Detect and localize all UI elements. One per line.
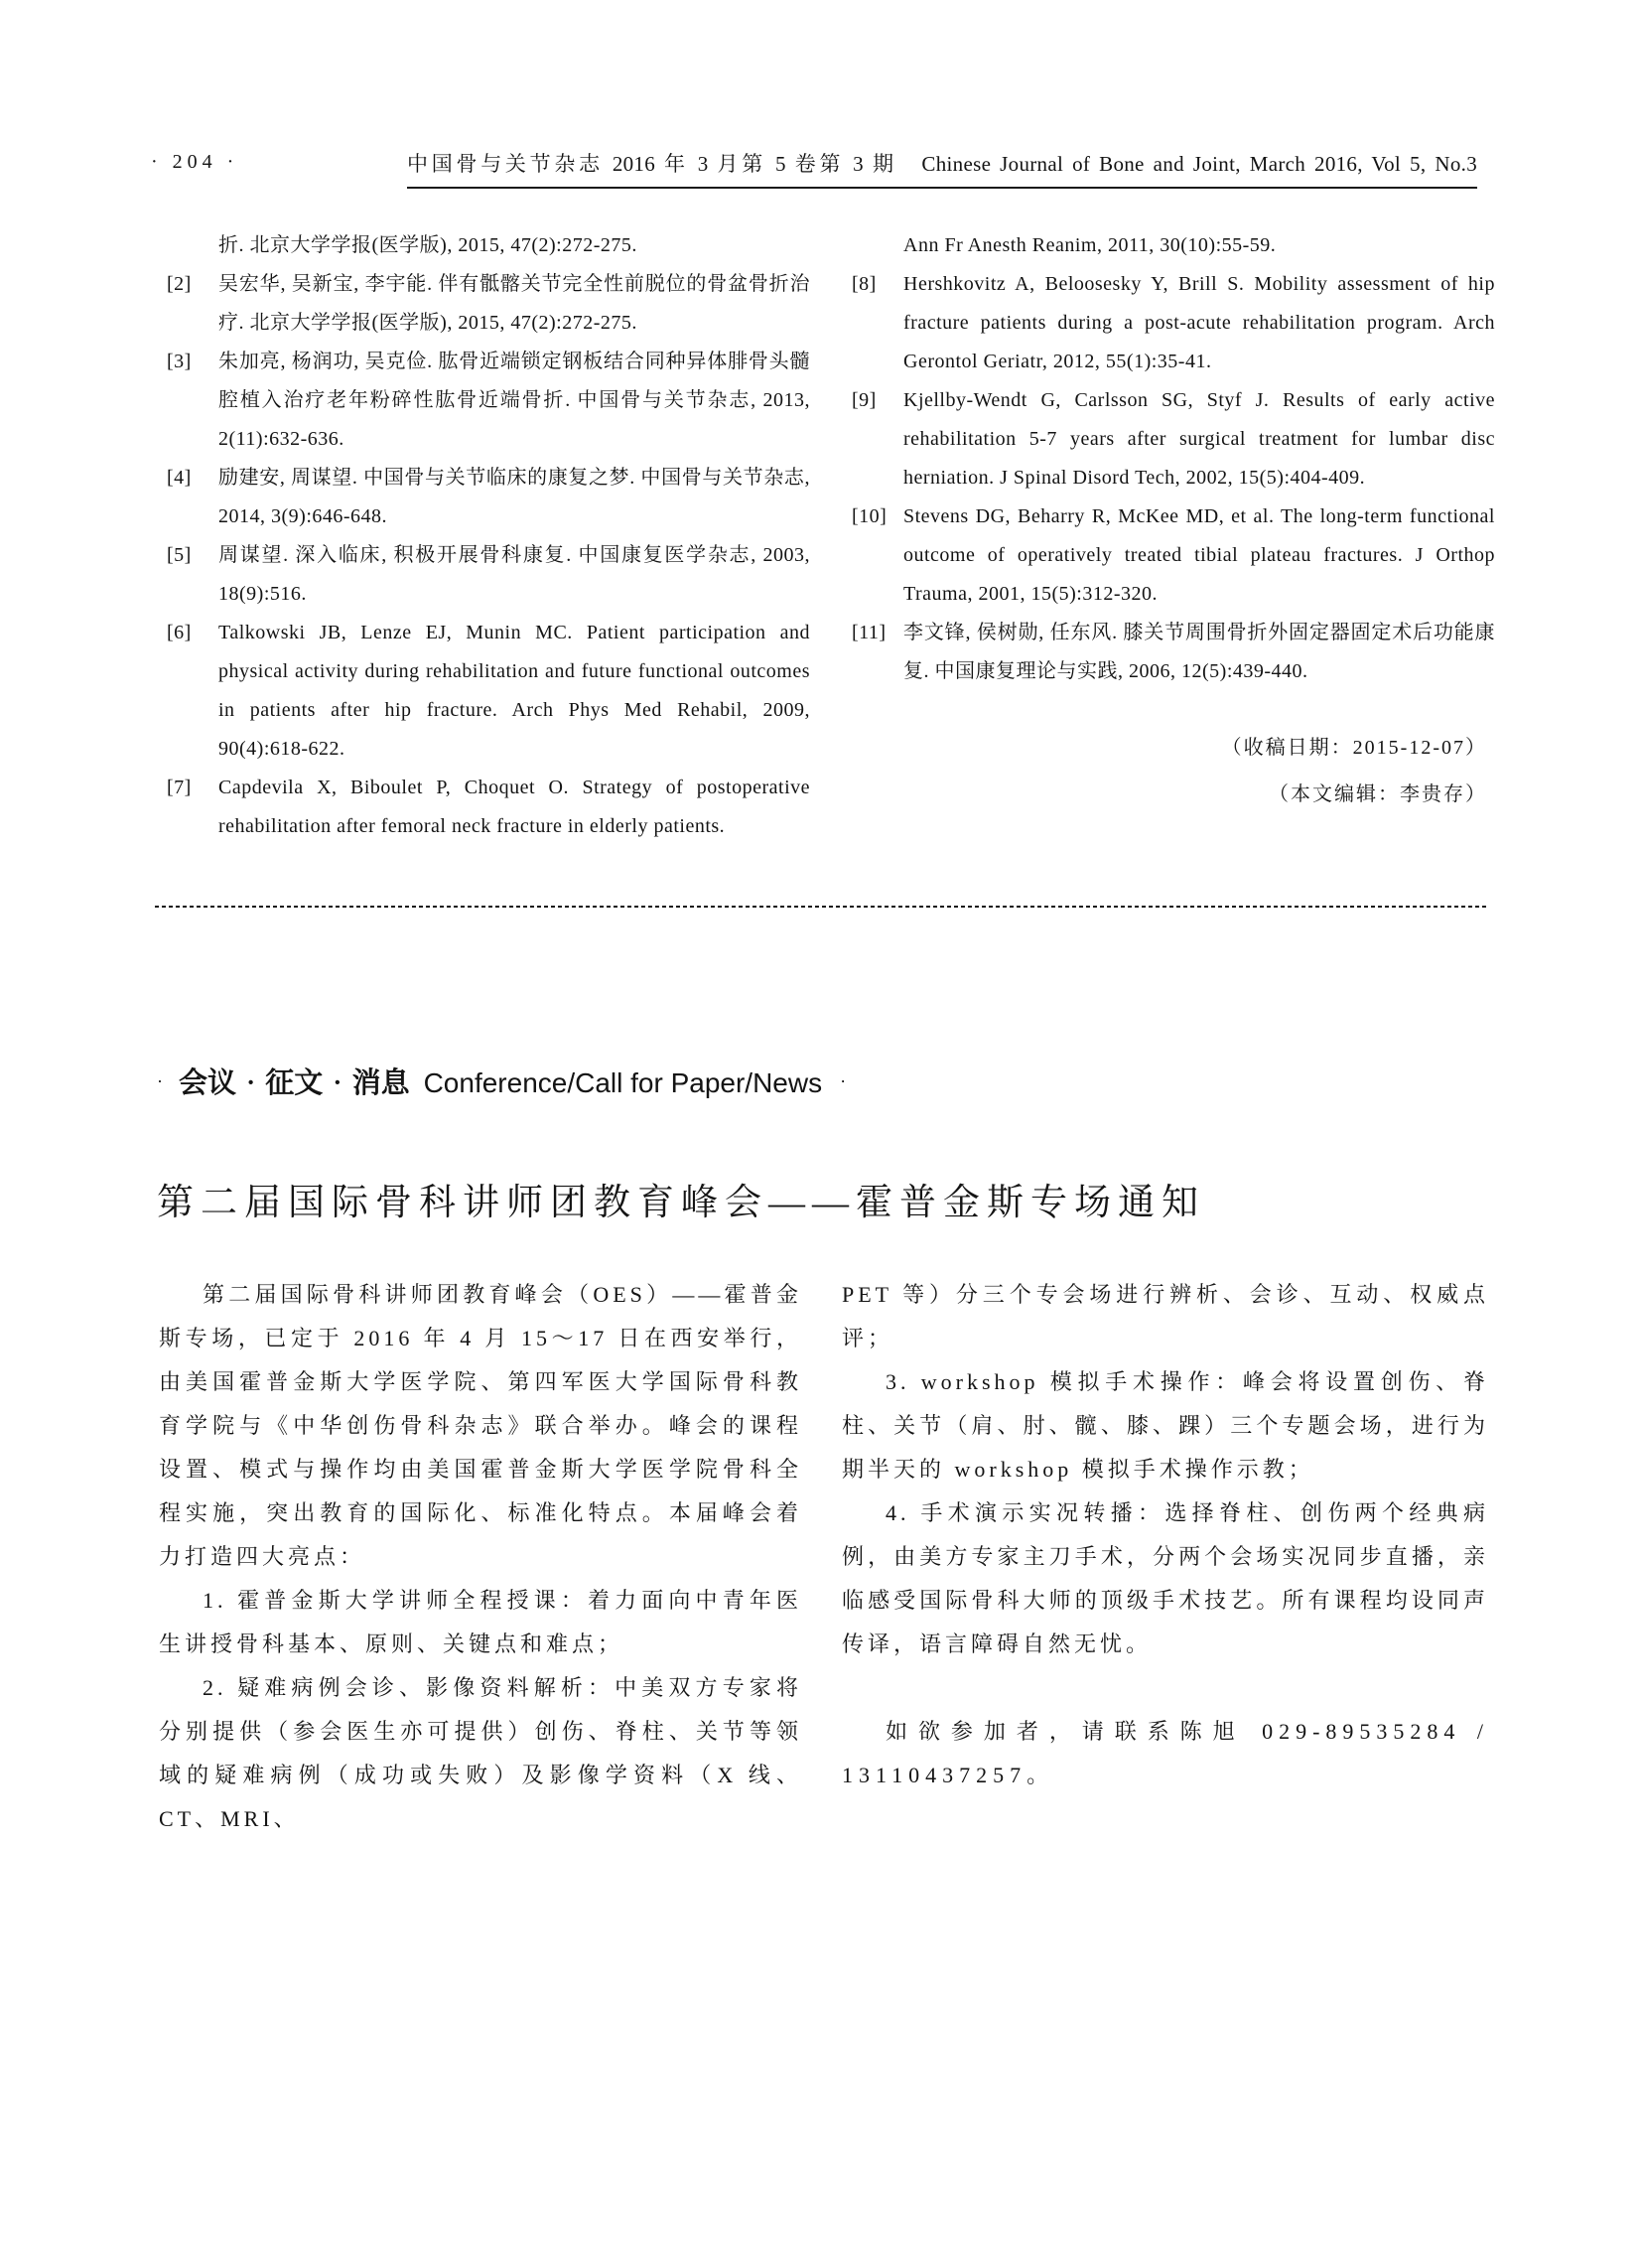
notice-paragraph: PET 等）分三个专会场进行辨析、会诊、互动、权威点评；: [842, 1282, 1489, 1350]
heading-right-dot: ·: [840, 1070, 847, 1090]
references-right-column: [852, 226, 1495, 691]
reference-item: [167, 265, 810, 343]
notice-left-column: [159, 1273, 802, 1841]
reference-item: [167, 769, 810, 846]
reference-text: 周谋望. 深入临床, 积极开展骨科康复. 中国康复医学杂志, 2003, 18(9):516.: [218, 544, 810, 605]
section-heading: [157, 1061, 846, 1101]
reference-item: [852, 614, 1495, 691]
reference-text: Stevens DG, Beharry R, McKee MD, et al. The long-term functional outcome of operatively treated tibial plateau fractures. J Orthop Trauma, 2001, 15(5):312-320.: [903, 505, 1495, 605]
heading-left-dot: ·: [157, 1070, 163, 1090]
reference-footnotes: [852, 725, 1489, 818]
reference-text: 励建安, 周谋望. 中国骨与关节临床的康复之梦. 中国骨与关节杂志, 2014, 3(9):646-648.: [218, 467, 810, 527]
received-date: （收稿日期：2015-12-07）: [1221, 737, 1487, 759]
reference-text: 折. 北京大学学报(医学版), 2015, 47(2):272-275.: [218, 234, 637, 256]
section-label-call-for-paper: 征文: [265, 1067, 324, 1099]
page-number: · 204 ·: [151, 151, 239, 173]
bullet-separator-icon: •: [335, 1074, 341, 1091]
references-left-column: [167, 226, 810, 846]
reference-item: [167, 459, 810, 536]
reference-item: [852, 381, 1495, 497]
reference-number: [7]: [167, 777, 192, 798]
reference-number: [10]: [852, 505, 888, 527]
reference-number: [2]: [167, 273, 192, 295]
reference-number: [8]: [852, 273, 877, 295]
reference-item: [852, 226, 1495, 265]
reference-text: Ann Fr Anesth Reanim, 2011, 30(10):55-59.: [903, 234, 1277, 256]
bullet-separator-icon: •: [248, 1074, 254, 1091]
reference-item: [852, 265, 1495, 381]
notice-paragraph: 4. 手术演示实况转播：选择脊柱、创伤两个经典病例，由美方专家主刀手术，分两个会场实况同步直播，亲临感受国际骨科大师的顶级手术技艺。所有课程均设同声传译，语言障碍自然无忧。: [842, 1500, 1489, 1656]
section-divider: [155, 906, 1487, 908]
notice-paragraph: 第二届国际骨科讲师团教育峰会（OES）——霍普金斯专场，已定于 2016 年 4 月 15～17 日在西安举行，由美国霍普金斯大学医学院、第四军医大学国际骨科教育学院与《中华创伤骨科杂志》联合举办。峰会的课程设置、模式与操作均由美国霍普金斯大学医学院骨科全程实施，突出教育的国际化、标准化特点。本届峰会着力打造四大亮点：: [159, 1282, 802, 1569]
notice-paragraph: 1. 霍普金斯大学讲师全程授课：着力面向中青年医生讲授骨科基本、原则、关键点和难点；: [159, 1588, 802, 1656]
reference-text: 朱加亮, 杨润功, 吴克俭. 肱骨近端锁定钢板结合同种异体腓骨头髓腔植入治疗老年粉碎性肱骨近端骨折. 中国骨与关节杂志, 2013, 2(11):632-636.: [218, 351, 810, 450]
journal-running-head: 中国骨与关节杂志 2016 年 3 月第 5 卷第 3 期 Chinese Journal of Bone and Joint, March 2016, Vol 5, No.3: [407, 148, 1477, 189]
reference-text: Capdevila X, Biboulet P, Choquet O. Strategy of postoperative rehabilitation after femoral neck fracture in elderly patients.: [218, 777, 810, 837]
reference-text: 李文锋, 侯树勋, 任东风. 膝关节周围骨折外固定器固定术后功能康复. 中国康复理论与实践, 2006, 12(5):439-440.: [903, 622, 1495, 682]
notice-right-column: [842, 1273, 1489, 1797]
notice-paragraph: 如欲参加者，请联系陈旭 029-89535284 / 13110437257。: [842, 1719, 1489, 1787]
reference-text: Hershkovitz A, Beloosesky Y, Brill S. Mobility assessment of hip fracture patients during a post-acute rehabilitation program. Arch Gerontol Geriatr, 2012, 55(1):35-41.: [903, 273, 1495, 372]
section-label-news: 消息: [351, 1067, 410, 1099]
reference-item: [167, 536, 810, 614]
section-label-english: Conference/Call for Paper/News: [423, 1067, 823, 1098]
reference-text: Kjellby-Wendt G, Carlsson SG, Styf J. Results of early active rehabilitation 5-7 years after surgical treatment for lumbar disc herniation. J Spinal Disord Tech, 2002, 15(5):404-409.: [903, 389, 1495, 489]
notice-title: 第二届国际骨科讲师团教育峰会——霍普金斯专场通知: [157, 1183, 1205, 1223]
section-label-conference: 会议: [179, 1067, 237, 1099]
reference-number: [11]: [852, 622, 887, 643]
reference-item: [167, 614, 810, 769]
reference-text: 吴宏华, 吴新宝, 李宇能. 伴有骶髂关节完全性前脱位的骨盆骨折治疗. 北京大学学报(医学版), 2015, 47(2):272-275.: [218, 273, 810, 334]
reference-item: [167, 343, 810, 459]
reference-text: Talkowski JB, Lenze EJ, Munin MC. Patient participation and physical activity during rehabilitation and future functional outcomes in patients after hip fracture. Arch Phys Med Rehabil, 2009, 90(4):618-622.: [218, 622, 810, 760]
reference-number: [4]: [167, 467, 192, 489]
reference-number: [6]: [167, 622, 192, 643]
reference-number: [9]: [852, 389, 877, 411]
reference-item: [852, 497, 1495, 614]
notice-paragraph: 2. 疑难病例会诊、影像资料解析：中美双方专家将分别提供（参会医生亦可提供）创伤、脊柱、关节等领域的疑难病例（成功或失败）及影像学资料（X 线、CT、MRI、: [159, 1675, 802, 1831]
reference-number: [5]: [167, 544, 192, 566]
editor-note: （本文编辑：李贵存）: [1269, 783, 1487, 805]
notice-paragraph: 3. workshop 模拟手术操作：峰会将设置创伤、脊柱、关节（肩、肘、髋、膝、踝）三个专题会场，进行为期半天的 workshop 模拟手术操作示教；: [842, 1369, 1489, 1482]
reference-item: [167, 226, 810, 265]
reference-number: [3]: [167, 351, 192, 372]
